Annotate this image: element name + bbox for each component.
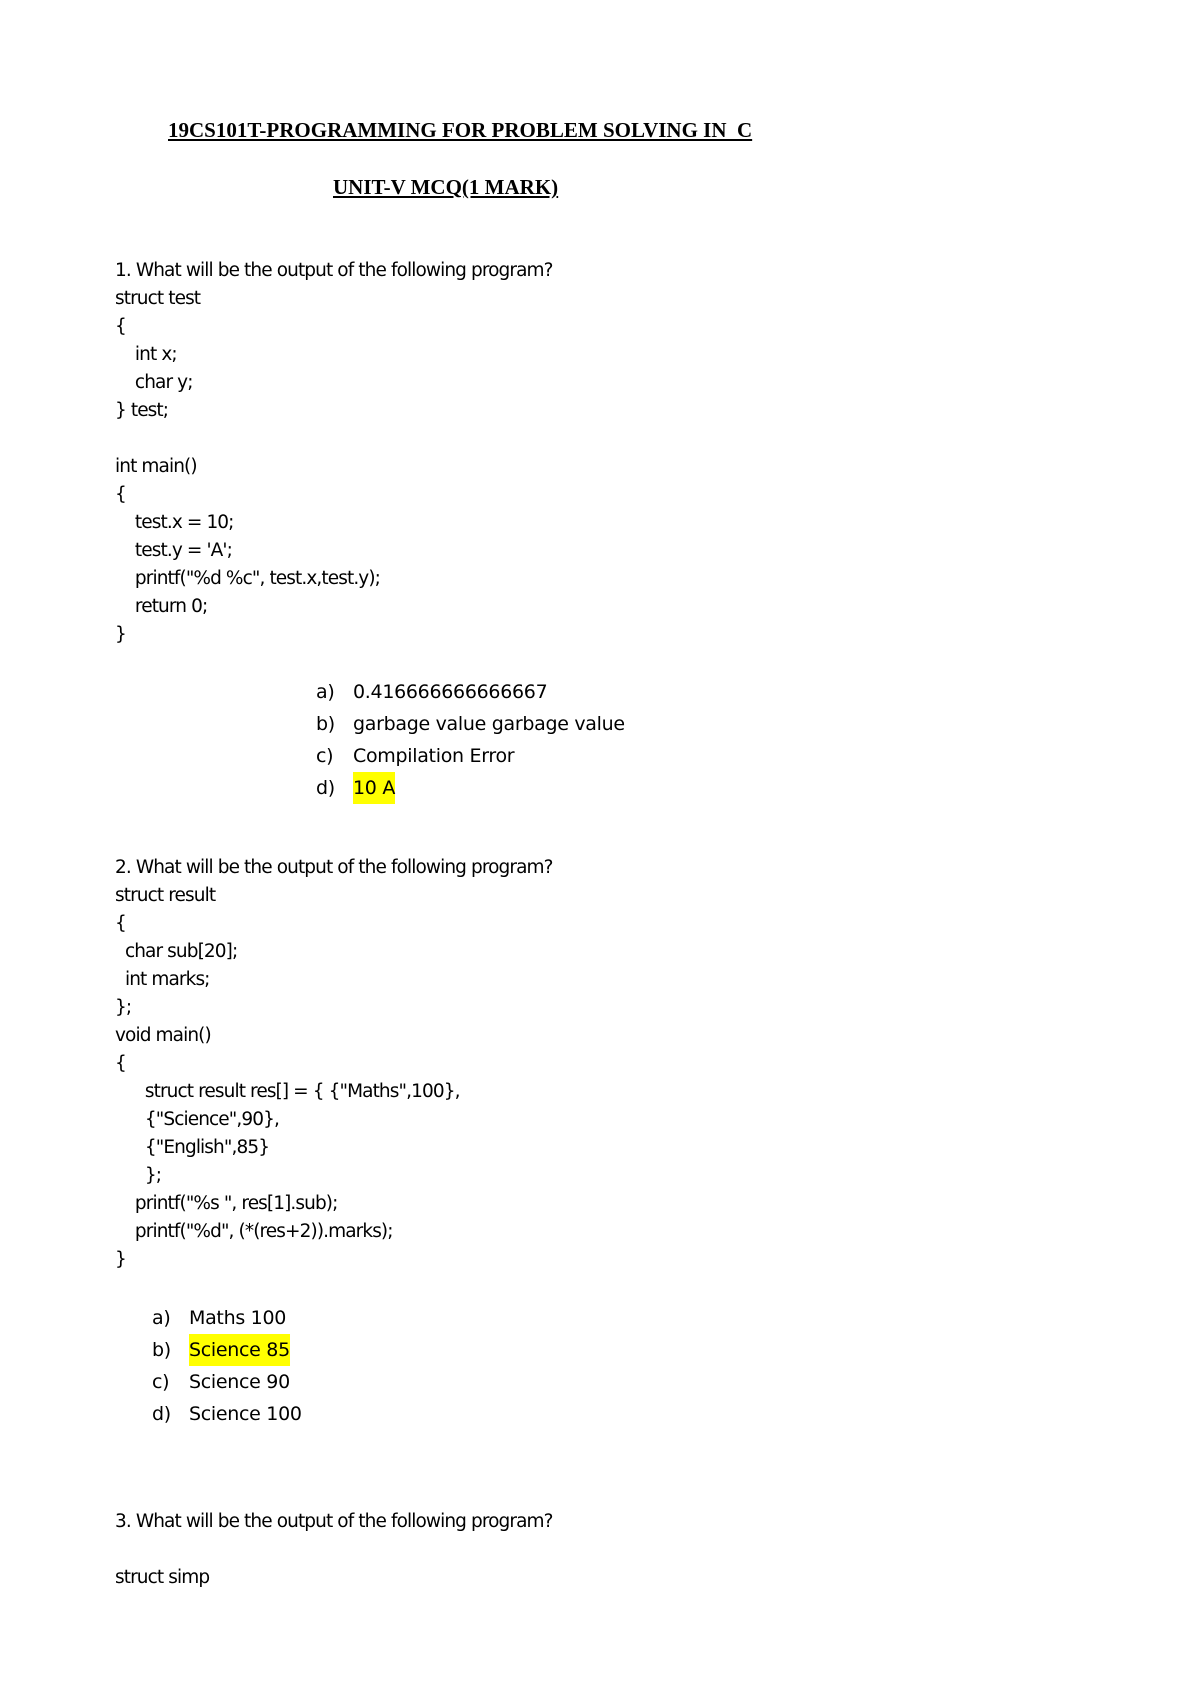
question-3-line: 3. What will be the output of the following program?: [115, 1511, 553, 1532]
option-text: Compilation Error: [353, 745, 515, 767]
question-2-line: printf("%d", (*(res+2)).marks);: [115, 1221, 393, 1242]
option: [152, 1366, 302, 1398]
option-text: 0.416666666666667: [353, 681, 548, 703]
option: [316, 676, 625, 708]
question-2-line: printf("%s ", res[1].sub);: [115, 1193, 338, 1214]
option-text: garbage value garbage value: [353, 713, 625, 735]
question-2-line: {"Science",90},: [115, 1109, 279, 1130]
question-2-line: };: [115, 1165, 162, 1186]
option-letter: d): [152, 1403, 171, 1425]
option-text: Science 90: [189, 1371, 290, 1393]
question-2-line: void main(): [115, 1025, 211, 1046]
question-1-line: struct test: [115, 288, 201, 309]
option-letter: b): [316, 713, 335, 735]
question-1-line: test.x = 10;: [115, 512, 234, 533]
question-1-options: [316, 676, 625, 804]
question-1-line: } test;: [115, 400, 169, 421]
question-1-line: {: [115, 316, 126, 337]
question-2-line: 2. What will be the output of the following program?: [115, 857, 553, 878]
question-2-line: {: [115, 1053, 126, 1074]
question-2-line: int marks;: [115, 969, 210, 990]
option-letter: a): [152, 1307, 171, 1329]
option-text-highlighted-answer: 10 A: [353, 772, 395, 804]
question-2: [115, 854, 553, 1274]
option: [316, 772, 625, 804]
option: [152, 1398, 302, 1430]
option-letter: c): [316, 745, 334, 767]
question-1-line: 1. What will be the output of the following program?: [115, 260, 553, 281]
question-3-line: struct simp: [115, 1567, 210, 1588]
question-2-line: struct result: [115, 885, 216, 906]
question-3: [115, 1508, 553, 1592]
question-1-line: }: [115, 624, 126, 645]
question-2-line: {: [115, 913, 126, 934]
question-1-line: {: [115, 484, 126, 505]
question-1-line: int x;: [115, 344, 177, 365]
option-letter: c): [152, 1371, 170, 1393]
question-1-line: printf("%d %c", test.x,test.y);: [115, 568, 380, 589]
option-text-highlighted-answer: Science 85: [189, 1334, 290, 1366]
question-3-line: [115, 1536, 553, 1564]
question-2-line: };: [115, 997, 132, 1018]
question-1: [115, 257, 553, 649]
question-1-line: [115, 425, 553, 453]
question-2-line: }: [115, 1249, 126, 1270]
option: [152, 1302, 302, 1334]
question-2-line: char sub[20];: [115, 941, 238, 962]
question-1-line: int main(): [115, 456, 197, 477]
option-letter: a): [316, 681, 335, 703]
question-2-line: {"English",85}: [115, 1137, 270, 1158]
option-letter: b): [152, 1339, 171, 1361]
option: [316, 708, 625, 740]
option: [152, 1334, 302, 1366]
question-1-line: char y;: [115, 372, 193, 393]
question-1-line: return 0;: [115, 596, 208, 617]
unit-title: UNIT-V MCQ(1 MARK): [333, 175, 559, 199]
question-2-line: struct result res[] = { {"Maths",100},: [115, 1081, 460, 1102]
option-letter: d): [316, 777, 335, 799]
option: [316, 740, 625, 772]
course-title: 19CS101T-PROGRAMMING FOR PROBLEM SOLVING IN C: [168, 118, 753, 142]
option-text: Maths 100: [189, 1307, 287, 1329]
question-2-options: [152, 1302, 302, 1430]
question-1-line: test.y = 'A';: [115, 540, 232, 561]
option-text: Science 100: [189, 1403, 302, 1425]
